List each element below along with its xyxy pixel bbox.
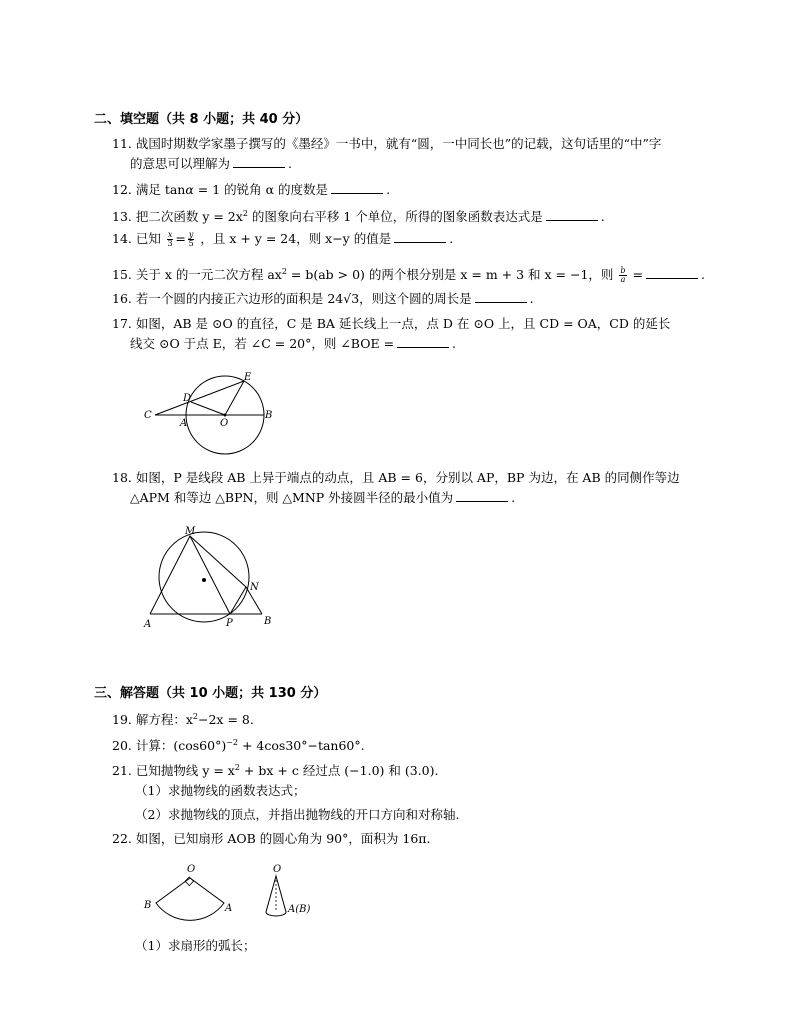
label-a: A bbox=[180, 418, 188, 429]
question-21: 21. 已知抛物线 $y = x^2$ + bx + c 经过点 (−1.0) 和 (3.0). bbox=[112, 763, 439, 779]
label-a: A bbox=[225, 903, 233, 914]
label-p: P bbox=[226, 618, 233, 629]
question-22: 22. 如图，已知扇形 AOB 的圆心角为 90°，面积为 16π. bbox=[112, 831, 431, 846]
label-b: B bbox=[265, 410, 273, 421]
section-2-title: 二、填空题（共 8 小题；共 40 分） bbox=[94, 112, 309, 127]
label-o: O bbox=[187, 864, 196, 875]
label-a: A bbox=[144, 619, 152, 630]
q21-sub2: （2）求抛物线的顶点，并指出抛物线的开口方向和对称轴. bbox=[135, 807, 460, 822]
question-14: 14. 已知 $\frac{x}{3}$ = $\frac{y}{5}$ ，且 x + y = 24，则 x−y 的值是 . bbox=[112, 230, 454, 248]
answer-blank bbox=[397, 335, 449, 348]
figure-22-sector-diagram bbox=[140, 858, 330, 928]
answer-blank bbox=[475, 290, 527, 303]
question-16: 16. 若一个圆的内接正六边形的面积是 24√3，则这个圆的周长是 . bbox=[112, 291, 534, 306]
question-15: 15. 关于 x 的一元二次方程 $ax^2 = b(ab > 0)$ 的两个根分别是 x = m + 3 和 x = −1，则 $\frac{b}{a}$ = . bbox=[112, 266, 705, 285]
center-o-dot bbox=[224, 414, 227, 417]
line-od bbox=[191, 402, 225, 415]
label-o: O bbox=[220, 418, 229, 429]
question-19: 19. 解方程：$x^2-2x = 8$. bbox=[112, 712, 254, 728]
section-3-title: 三、解答题（共 10 小题；共 130 分） bbox=[94, 686, 327, 701]
label-c: C bbox=[144, 410, 152, 421]
label-n: N bbox=[250, 582, 259, 593]
q11-line1: 11. 战国时期数学家墨子撰写的《墨经》一书中，就有“圆，一中同长也”的记载，这句话里的“中”字 bbox=[112, 136, 662, 151]
question-13: 13. 把二次函数 $y = 2x^2$ 的图象向右平移 1 个单位，所得的图象函数表达式是 . bbox=[112, 209, 605, 225]
answer-blank bbox=[394, 230, 446, 243]
q11-line2: 的意思可以理解为 bbox=[130, 156, 231, 171]
label-o-cone: O bbox=[273, 864, 282, 875]
figure-17-circle-diagram bbox=[140, 368, 300, 458]
question-20: 20. 计算：$(\cos 60^\circ)^{-2} + 4\cos 30^\circ-\tan 60^\circ$. bbox=[112, 738, 365, 754]
label-b: B bbox=[144, 900, 152, 911]
question-18: 18. 如图，P 是线段 AB 上异于端点的动点，且 AB = 6，分别以 AP，BP 为边，在 AB 的同侧作等边 △APM 和等边 △BPN，则 △MNP 外接圆半径的最小值为 . bbox=[112, 470, 680, 505]
line-oe bbox=[225, 381, 244, 415]
label-ab: A(B) bbox=[288, 904, 311, 915]
question-17: 17. 如图，AB 是 ⊙O 的直径，C 是 BA 延长线上一点，点 D 在 ⊙O 上，且 CD = OA，CD 的延长 线交 ⊙O 于点 E，若 ∠C = 20°，则 ∠BOE = . bbox=[112, 316, 671, 351]
answer-blank bbox=[233, 155, 285, 168]
answer-blank bbox=[456, 489, 508, 502]
question-11: 11. 战国时期数学家墨子撰写的《墨经》一书中，就有“圆，一中同长也”的记载，这句话里的“中”字 的意思可以理解为 . bbox=[112, 134, 712, 174]
triangle-apm bbox=[150, 536, 230, 614]
figure-18-triangle-diagram bbox=[140, 522, 280, 632]
answer-blank bbox=[546, 208, 598, 221]
label-d: D bbox=[183, 393, 192, 404]
answer-blank bbox=[331, 181, 383, 194]
q22-sub1: （1）求扇形的弧长； bbox=[135, 938, 256, 953]
answer-blank bbox=[646, 266, 698, 279]
label-m: M bbox=[185, 526, 196, 537]
label-b: B bbox=[264, 616, 272, 627]
q21-sub1: （1）求抛物线的函数表达式； bbox=[135, 783, 306, 798]
center-dot bbox=[202, 578, 206, 582]
label-e: E bbox=[244, 372, 252, 383]
question-12: 12. 满足 tanα = 1 的锐角 α 的度数是 . bbox=[112, 182, 391, 197]
segment-mn bbox=[190, 536, 246, 587]
